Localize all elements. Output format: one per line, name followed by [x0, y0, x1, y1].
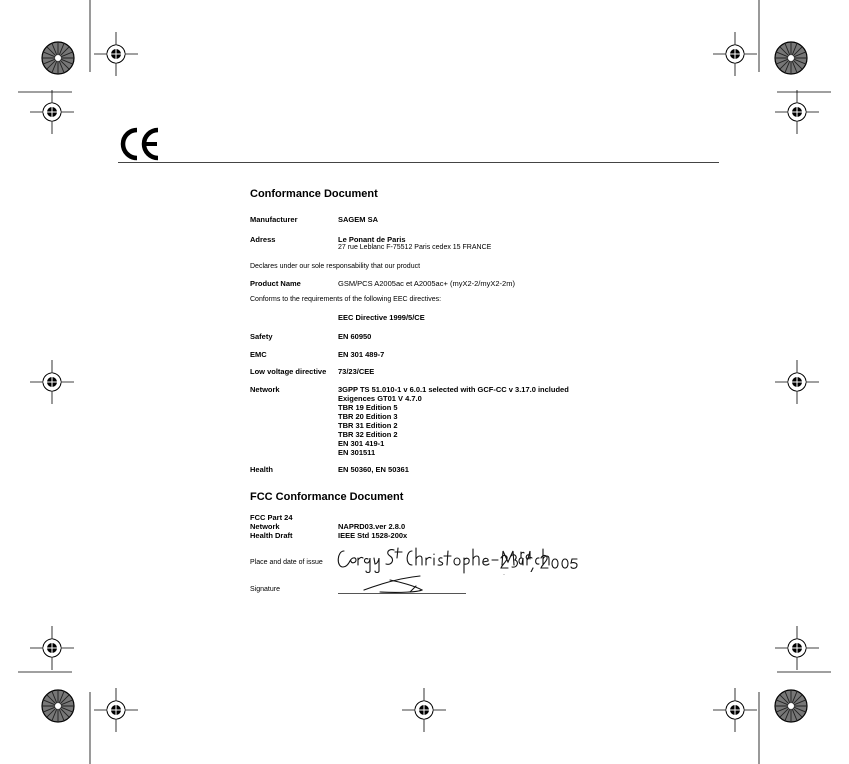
health-value: EN 50360, EN 50361 [338, 465, 409, 474]
registration-cross-icon [30, 626, 74, 670]
ce-mark-icon [118, 127, 162, 161]
color-wheel-icon [775, 42, 807, 74]
registration-cross-icon [94, 688, 138, 732]
safety-value: EN 60950 [338, 332, 372, 341]
registration-cross-icon [30, 360, 74, 404]
network-value-5: TBR 32 Edition 2 [338, 430, 398, 439]
conforms-text: Conforms to the requirements of the following EEC directives: [250, 296, 442, 303]
network-value-3: TBR 20 Edition 3 [338, 412, 398, 421]
product-label: Product Name [250, 279, 301, 288]
manufacturer-value: SAGEM SA [338, 215, 379, 224]
network-value-2: TBR 19 Edition 5 [338, 403, 398, 412]
safety-label: Safety [250, 332, 273, 341]
address-label: Adress [250, 235, 276, 244]
document-title: Conformance Document [250, 188, 378, 200]
registration-cross-icon [30, 90, 74, 134]
declares-text: Declares under our sole responsability that our product [250, 263, 421, 270]
registration-cross-icon [94, 32, 138, 76]
manufacturer-label: Manufacturer [250, 215, 298, 224]
handwritten-date [499, 550, 579, 572]
low-voltage-label: Low voltage directive [250, 367, 327, 376]
low-voltage-value: 73/23/CEE [338, 367, 375, 376]
fcc-network-value: NAPRD03.ver 2.8.0 [338, 522, 406, 531]
fcc-network-label: Network [250, 522, 280, 531]
registration-cross-icon [402, 688, 446, 732]
address-line1: Le Ponant de Paris [338, 235, 406, 244]
network-value-0: 3GPP TS 51.010-1 v 6.0.1 selected with GCF-CC v 3.17.0 included [338, 385, 569, 394]
emc-label: EMC [250, 350, 267, 359]
color-wheel-icon [42, 690, 74, 722]
registration-cross-icon [775, 626, 819, 670]
color-wheel-icon [42, 42, 74, 74]
eec-directive: EEC Directive 1999/5/CE [338, 313, 425, 322]
fcc-health-value: IEEE Std 1528-200x [338, 531, 408, 540]
emc-value: EN 301 489-7 [338, 350, 385, 359]
header-rule [118, 162, 719, 163]
network-value-6: EN 301 419-1 [338, 439, 385, 448]
health-label: Health [250, 465, 273, 474]
fcc-part-label: FCC Part 24 [250, 513, 293, 522]
fcc-title: FCC Conformance Document [250, 491, 404, 503]
place-date-label: Place and date of issue [250, 559, 323, 566]
registration-cross-icon [713, 32, 757, 76]
network-value-7: EN 301511 [338, 448, 376, 457]
registration-cross-icon [775, 360, 819, 404]
fcc-health-label: Health Draft [250, 531, 293, 540]
color-wheel-icon [775, 690, 807, 722]
registration-cross-icon [713, 688, 757, 732]
handwritten-signature [360, 572, 460, 596]
network-label: Network [250, 385, 280, 394]
registration-cross-icon [775, 90, 819, 134]
address-line2: 27 rue Leblanc F-75512 Paris cedex 15 FRANCE [338, 244, 492, 251]
network-value-1: Exigences GT01 V 4.7.0 [338, 394, 422, 403]
network-value-4: TBR 31 Edition 2 [338, 421, 398, 430]
signature-label: Signature [250, 586, 280, 593]
product-value: GSM/PCS A2005ac et A2005ac+ (myX2-2/myX2-2m) [338, 279, 515, 288]
